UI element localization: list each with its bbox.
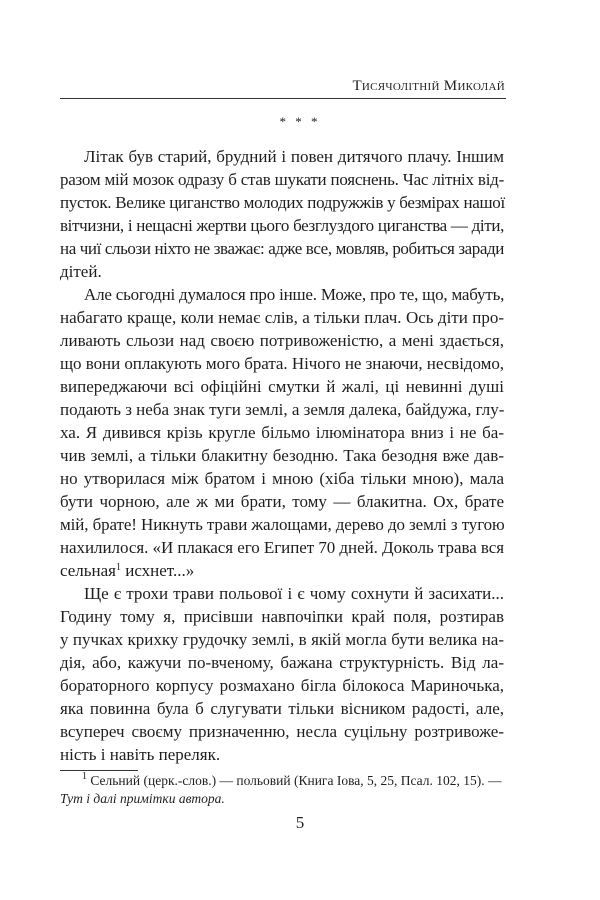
- paragraph: [60, 283, 504, 559]
- text-line: всупереч своєму призначенню, несла суцільну розтривоже-: [60, 722, 504, 741]
- text-line: дія, або, кажучи по-вченому, бажана структурність. Від ла-: [60, 653, 504, 672]
- line-text: исхнет...»: [121, 561, 195, 580]
- text-line: пусток. Велике циганство молодих подружжів у безмірах нашої: [60, 193, 505, 212]
- text-line: Літак був старий, брудний і повен дитячого плачу. Іншим: [84, 147, 504, 166]
- footnote-marker: 1: [82, 771, 87, 782]
- paragraph: [60, 145, 504, 283]
- footnote-text: Сельний (церк.-слов.) — польовий (Книга Іова, 5, 25, Псал. 102, 15). —: [87, 773, 502, 788]
- text-line: у пучках крихку грудочку землі, в якій могла бути велика на-: [60, 630, 504, 649]
- footnote-rule: [60, 770, 138, 771]
- footnote-ref[interactable]: 1: [116, 562, 121, 573]
- body-text: [60, 145, 504, 766]
- header-rule: [60, 98, 506, 99]
- text-line: ливають сльози над своєю потривоженістю, а мені здається,: [60, 331, 504, 350]
- paragraph: [60, 582, 504, 766]
- text-line: ність і навіть переляк.: [60, 745, 221, 764]
- text-line: що вони оплакують мого брата. Нічого не знаючи, несвідомо,: [60, 354, 504, 373]
- text-line: Але сьогодні думалося про інше. Може, про те, що, мабуть,: [84, 285, 505, 304]
- text-line: ха. Я дивився крізь кругле більмо ілюмінатора вниз і не ба-: [60, 423, 504, 442]
- text-line: бораторного корпусу розмахано бігла білокоса Мариночька,: [60, 676, 504, 695]
- text-line: випереджаючи всі офіційні смутки й жалі, ці невинні душі: [60, 377, 504, 396]
- text-line: яка повинна була б слугувати тільки вісником радості, але,: [60, 699, 504, 718]
- text-line: нахилилося. «И плакася его Египет 70 дней. Доколь трава вся: [60, 538, 505, 557]
- line-text: сельная: [60, 561, 116, 580]
- section-separator: * * *: [279, 114, 321, 129]
- text-line: [60, 559, 504, 582]
- text-line: но утворилася між братом і мною (хіба тільки мною), мала: [60, 469, 504, 488]
- text-line: бути чорною, але ж ми брати, тому — блакитна. Ох, брате: [60, 492, 504, 511]
- page-number: 5: [295, 813, 305, 832]
- text-line: на чиї сльози ніхто не зважає: адже все, мовляв, робиться заради: [60, 239, 504, 258]
- text-line: подають з неба знак туги землі, а земля далека, байдужа, глу-: [60, 400, 505, 419]
- text-line: Годину тому я, присівши навпочіпки край поля, розтирав: [60, 607, 504, 626]
- text-line: дітей.: [60, 262, 102, 281]
- text-line: мій, брате! Никнуть трави жалощами, дерево до землі з тугою: [60, 515, 505, 534]
- footnote-italic: Тут і далі примітки автора.: [60, 791, 225, 806]
- footnote: [60, 772, 504, 808]
- running-title: Тисячолітній Миколай: [352, 78, 505, 94]
- text-line: Ще є трохи трави польової і є чому сохнути й засихати...: [84, 584, 504, 603]
- text-line: разом мій мозок одразу б став шукати пояснень. Час літніх від-: [60, 170, 504, 189]
- text-line: набагато краще, коли немає слів, а тільки плач. Ось діти про-: [60, 308, 504, 327]
- text-line: вітчизни, і нещасні жертви цього безглуздого циганства — діти,: [60, 216, 504, 235]
- text-line: чив землі, а тільки блакитну безодню. Така безодня вже дав-: [60, 446, 504, 465]
